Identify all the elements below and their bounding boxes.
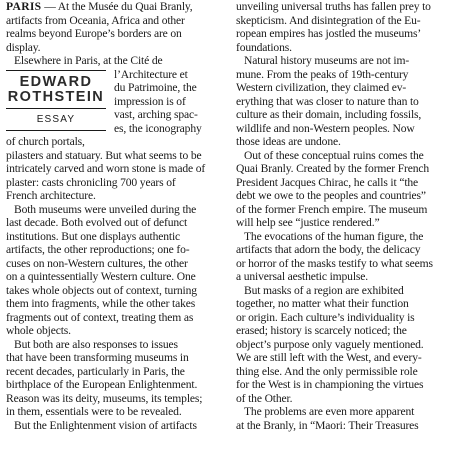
- paragraph-6: [236, 0, 448, 54]
- text-line: plaster: casts chronicling 700 years of: [6, 175, 176, 189]
- text-line: of the Other.: [236, 391, 293, 405]
- paragraph-8: [236, 149, 448, 230]
- paragraph-5: [6, 419, 224, 433]
- text-line: debt we owe to the peoples and countries”: [236, 189, 426, 202]
- text-line: thing else. And the only permissible role: [236, 364, 418, 378]
- text-line: PARIS — At the Musée du Quai Branly,: [6, 0, 193, 13]
- text-line: together, no matter what their function: [236, 297, 409, 310]
- text-line: institutions. But one displays authentic: [6, 229, 181, 243]
- text-line: a universal aesthetic impulse.: [236, 270, 369, 283]
- text-line: object’s purpose only vaguely mentioned.: [236, 337, 424, 351]
- text-line: The evocations of the human figure, the: [244, 229, 424, 243]
- text-line: cuses on non-Western cultures, the other: [6, 256, 188, 270]
- text-line: that have been transforming museums in: [6, 351, 189, 364]
- text-line: Both museums were unveiled during the: [14, 202, 197, 216]
- paragraph-7: [236, 54, 448, 149]
- text-line: realms beyond Europe’s borders are on: [6, 27, 182, 40]
- text-line: But masks of a region are exhibited: [244, 283, 404, 297]
- text-line: foundations.: [236, 40, 292, 54]
- byline-bottom-rule: [6, 130, 106, 131]
- text-line: vast, arching spac-: [114, 108, 198, 121]
- column-left: [6, 0, 224, 432]
- text-line: Western civilization, they claimed ev-: [236, 81, 407, 94]
- text-line: whole objects.: [6, 324, 71, 337]
- text-line: skepticism. And disintegration of the Eu-: [236, 13, 421, 27]
- text-line: fragments out of context, treating them as: [6, 310, 194, 324]
- text-line: artifacts, the other reproductions; one fo-: [6, 243, 190, 256]
- author-name: EDWARD ROTHSTEIN: [7, 73, 105, 105]
- paragraph-9: [236, 230, 448, 284]
- text-line: es, the iconography: [114, 121, 202, 135]
- section-label: ESSAY: [36, 113, 76, 125]
- text-line: on a quintessentially Western culture. One: [6, 270, 196, 283]
- text-line: or horror of the masks testify to what seems: [236, 256, 433, 270]
- paragraph-3: [6, 203, 224, 338]
- text-line: l’Architecture et: [114, 67, 188, 81]
- paragraph-11: [236, 405, 448, 432]
- paragraph-10: [236, 284, 448, 406]
- text-line: will help see “justice rendered.”: [236, 216, 380, 229]
- text-line: or origin. Each culture’s individuality is: [236, 310, 415, 324]
- text-line: last decade. Both evolved out of defunct: [6, 216, 188, 229]
- text-line: Quai Branly. Created by the former French: [236, 162, 430, 175]
- text-line: The problems are even more apparent: [244, 405, 415, 418]
- text-line: of the former French empire. The museum: [236, 202, 428, 216]
- column-right: [236, 0, 448, 432]
- text-line: Reason was its deity, museums, its temples;: [6, 391, 203, 405]
- text-line: display.: [6, 40, 41, 54]
- text-line: ropean empires has jostled the museums’: [236, 27, 422, 40]
- paragraph-2: [6, 54, 224, 203]
- text-line: President Jacques Chirac, he calls it “the: [236, 175, 419, 189]
- text-line: in them, essentials were to be revealed.: [6, 405, 182, 418]
- text-line: takes whole objects out of context, turning: [6, 283, 197, 297]
- text-line: mune. From the peaks of 19th-century: [236, 67, 409, 81]
- text-line: Natural history museums are not im-: [244, 54, 410, 67]
- text-line: artifacts from Oceania, Africa and other: [6, 13, 185, 27]
- text-line: Elsewhere in Paris, at the Cité de: [14, 54, 163, 67]
- text-line: culture as their domain, including fossils,: [236, 108, 422, 121]
- text-line: birthplace of the European Enlightenment.: [6, 378, 198, 391]
- text-line: impression is of: [114, 94, 186, 108]
- paragraph-4: [6, 338, 224, 419]
- text-line: recent decades, particularly in Paris, the: [6, 364, 185, 378]
- text-line: unveiling universal truths has fallen prey to: [236, 0, 431, 13]
- text-line: at the Branly, in “Maori: Their Treasures: [236, 418, 419, 432]
- text-line: wildlife and non-Western peoples. Now: [236, 121, 415, 135]
- text-line: erything that was closer to nature than to: [236, 94, 419, 108]
- dateline: PARIS: [6, 0, 42, 13]
- text-line: erased; history is scarcely noticed; the: [236, 324, 407, 337]
- text-line: intricately carved and worn stone is made of: [6, 162, 206, 175]
- text-line: French architecture.: [6, 189, 96, 202]
- text-line: But both are also responses to issues: [14, 337, 178, 351]
- paragraph-1: [6, 0, 224, 54]
- text-line: Out of these conceptual ruins comes the: [244, 148, 424, 162]
- text-line: du Patrimoine, the: [114, 81, 197, 94]
- text-line: pilasters and statuary. But what seems to be: [6, 148, 202, 162]
- text-line: those ideas are undone.: [236, 135, 341, 148]
- text-line: of church portals,: [6, 135, 85, 148]
- text-line: But the Enlightenment vision of artifacts: [14, 418, 197, 432]
- text-line: them into fragments, while the other takes: [6, 297, 196, 310]
- text-line: artifacts that adorn the body, the delicacy: [236, 243, 421, 256]
- text-line: We are still left with the West, and every-: [236, 351, 422, 364]
- byline-box: [6, 70, 106, 132]
- text-line: for the West is in championing the virtues: [236, 378, 424, 391]
